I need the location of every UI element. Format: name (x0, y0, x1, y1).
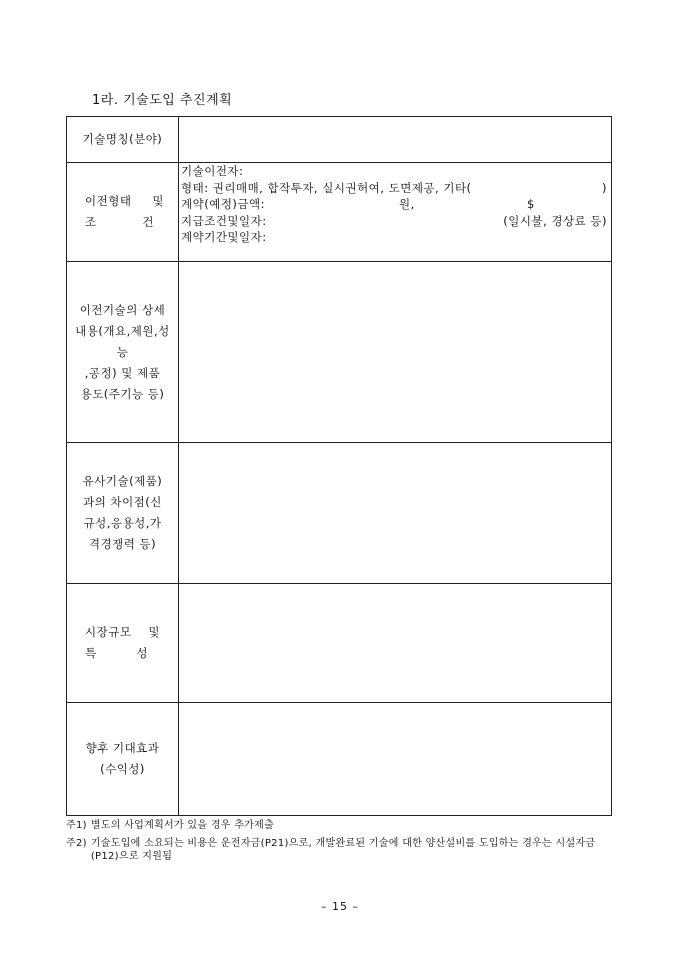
detail-label-line: 내용(개요,제원,성능 (75, 323, 170, 359)
transferor-label: 기술이전자: (181, 164, 244, 178)
similar-label-line: 유사기술(제품) (82, 474, 163, 488)
transfer-label-word3: 조 (85, 215, 97, 229)
similar-value-cell[interactable] (179, 443, 612, 584)
payment-type-text: (일시불, 경상료 등) (503, 213, 607, 228)
tech-name-label: 기술명칭(분야) (67, 117, 179, 163)
footnote-1 (66, 819, 622, 832)
similar-label-line: 격경쟁력 등) (88, 537, 157, 551)
dollar-unit: $ (527, 197, 535, 211)
detail-label-line: 용도(주기능 등) (80, 386, 165, 401)
row-transfer (67, 163, 612, 262)
transfer-label-word4: 건 (142, 215, 154, 229)
row-tech-name (67, 117, 612, 163)
row-detail (67, 262, 612, 443)
period-label: 계약기간및일자: (181, 230, 267, 244)
detail-label-line: ,공정) 및 제품 (84, 365, 161, 380)
footnote-text: 별도의 사업계획서가 있을 경우 추가제출 (90, 820, 275, 831)
type-close-paren: ) (602, 180, 607, 195)
effect-label-line: (수익성) (100, 762, 145, 776)
cond-line-period (179, 229, 611, 246)
market-label (67, 584, 179, 703)
transfer-label-word1: 이전형태 (85, 194, 132, 208)
cond-line-amount (179, 196, 611, 213)
tech-import-plan-table (66, 116, 612, 816)
detail-label (67, 262, 179, 443)
footnotes (66, 819, 622, 868)
won-unit: 원, (399, 197, 415, 211)
market-label-word2: 및 (148, 625, 160, 639)
row-market (67, 584, 612, 703)
effect-value-cell[interactable] (179, 703, 612, 816)
market-label-word3: 특 (85, 646, 97, 660)
footnote-2 (66, 837, 622, 863)
footnote-text: 기술도입에 소요되는 비용은 운전자금(P21)으로, 개발완료된 기술에 대한 양산설비를 도입하는 경우는 시설자금(P12)으로 지원됨 (90, 838, 596, 862)
cond-line-payment (179, 213, 611, 230)
detail-label-line: 이전기술의 상세 (79, 302, 166, 317)
effect-label-line: 향후 기대효과 (85, 741, 160, 755)
similar-label-line: 과의 차이점(신 (83, 495, 162, 509)
footnote-mark: 주2) (66, 838, 87, 849)
row-effect (67, 703, 612, 816)
market-label-word4: 성 (136, 646, 148, 660)
cond-line-type (179, 180, 611, 197)
amount-label: 계약(예정)금액: (181, 197, 266, 211)
transfer-label (67, 163, 179, 262)
similar-label-line: 규성,응용성,가 (83, 516, 162, 530)
market-label-word1: 시장규모 (85, 625, 132, 639)
cond-line-transferor (179, 163, 611, 180)
transfer-label-word2: 및 (152, 194, 164, 208)
market-value-cell[interactable] (179, 584, 612, 703)
payment-label: 지급조건및일자: (181, 213, 267, 228)
similar-label (67, 443, 179, 584)
detail-value-cell[interactable] (179, 262, 612, 443)
tech-name-value-cell[interactable] (179, 117, 612, 163)
section-heading: 1라. 기술도입 추진계획 (92, 93, 233, 108)
transfer-conditions-cell[interactable] (179, 163, 612, 262)
footnote-mark: 주1) (66, 820, 87, 831)
type-options-text: 형태: 권리매매, 합작투자, 실시권허여, 도면제공, 기타( (181, 180, 472, 195)
row-similar (67, 443, 612, 584)
page-number: – 15 – (321, 900, 359, 913)
effect-label (67, 703, 179, 816)
